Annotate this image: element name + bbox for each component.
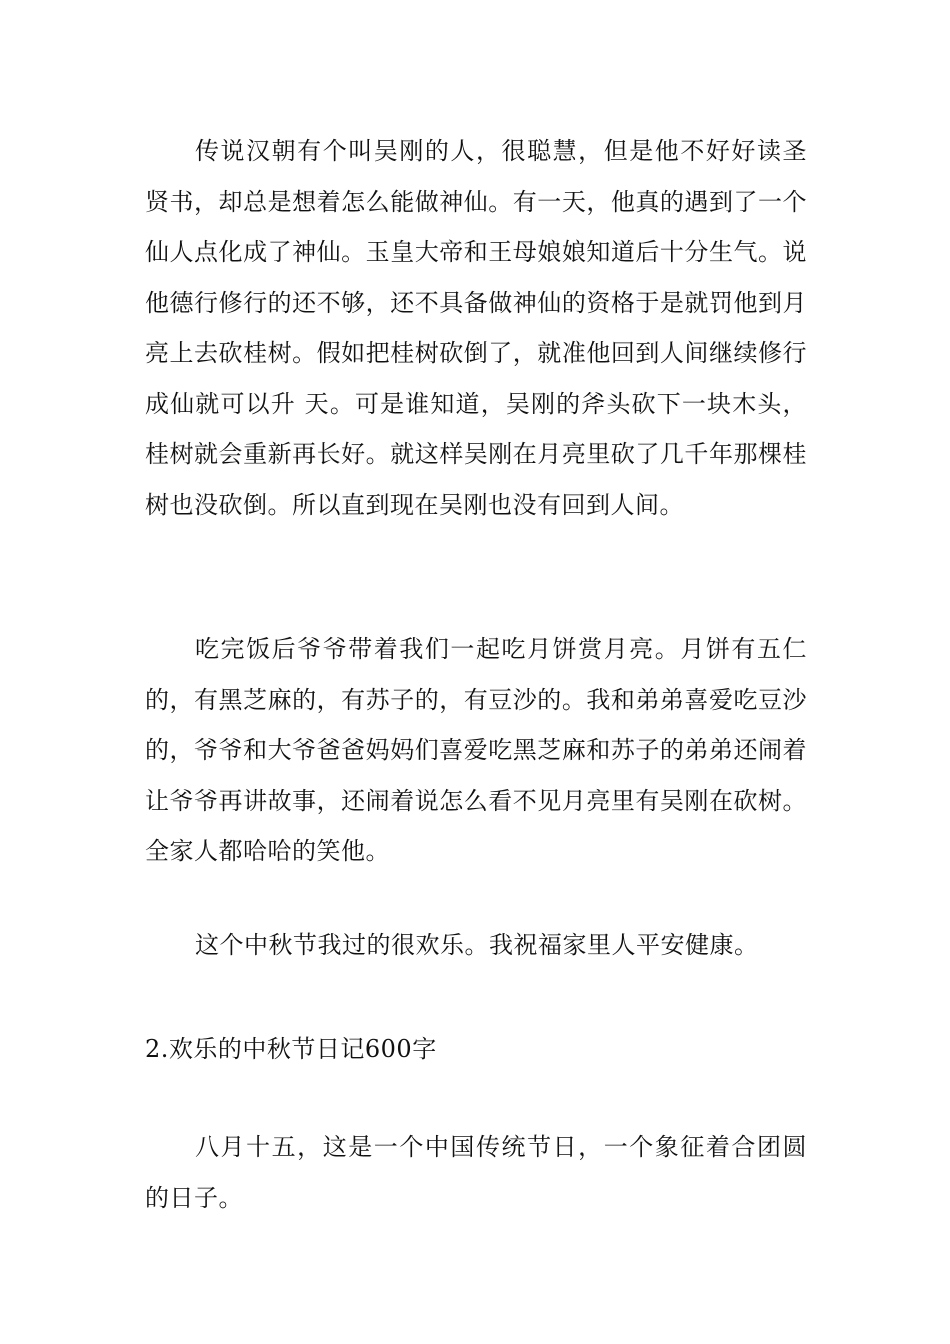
paragraph-closing-wish: 这个中秋节我过的很欢乐。我祝福家里人平安健康。 bbox=[195, 931, 759, 959]
section-heading: 2.欢乐的中秋节日记600字 bbox=[145, 1035, 437, 1063]
paragraph-august-fifteenth: 八月十五，这是一个中国传统节日，一个象征着合团圆的日子。 bbox=[145, 1133, 807, 1212]
paragraph-wu-gang-legend: 传说汉朝有个叫吴刚的人，很聪慧，但是他不好好读圣贤书，却总是想着怎么能做神仙。有一天，他真的遇到了一个仙人点化成了神仙。玉皇大帝和王母娘娘知道后十分生气。说他德行修行的还不够，还不具备做神仙的资格于是就罚他到月亮上去砍桂树。假如把桂树砍倒了，就准他回到人间继续修行成仙就可以升 天。可是谁知道，吴刚的斧头砍下一块木头，桂树就会重新再长好。就这样吴刚在月亮里砍了几千年那棵桂树也没砍倒。所以直到现在吴刚也没有回到人间。 bbox=[145, 137, 807, 519]
paragraph-mooncake-evening: 吃完饭后爷爷带着我们一起吃月饼赏月亮。月饼有五仁的，有黑芝麻的，有苏子的，有豆沙的。我和弟弟喜爱吃豆沙的，爷爷和大爷爸爸妈妈们喜爱吃黑芝麻和苏子的弟弟还闹着让爷爷再讲故事，还闹着说怎么看不见月亮里有吴刚在砍树。全家人都哈哈的笑他。 bbox=[145, 635, 807, 865]
